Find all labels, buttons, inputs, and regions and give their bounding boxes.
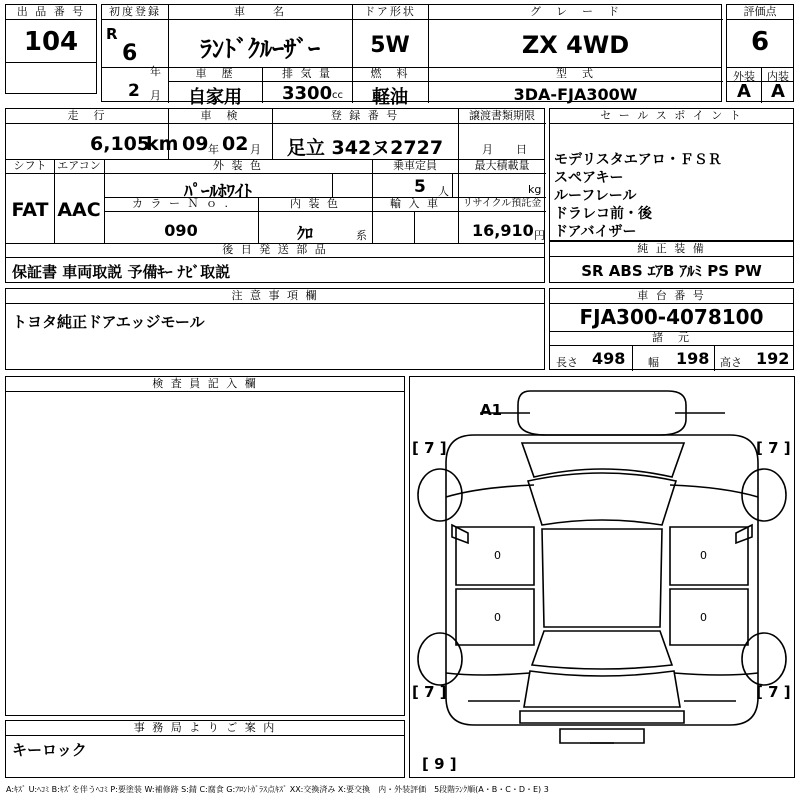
car-name: ﾗﾝﾄﾞｸﾙｰｻﾞｰ <box>200 35 320 63</box>
score-label: 評価点 <box>727 5 793 20</box>
interior-color-label: 内 装 色 <box>258 197 372 212</box>
chassis-label: 車 台 番 号 <box>550 289 793 304</box>
capacity-unit: 人 <box>438 185 449 198</box>
insp-month-unit: 月 <box>250 143 261 156</box>
equipment: SR ABS ｴｱB ｱﾙﾐ PS PW <box>581 262 762 280</box>
spare-tire: [ 9 ] <box>422 755 457 773</box>
zero-left-2: 0 <box>494 611 501 624</box>
history-label: 車 歴 <box>168 67 262 82</box>
recycle-label: リサイクル預託金 <box>458 197 546 212</box>
plate: 足立 342ヌ2727 <box>286 137 444 159</box>
color-label: 外 装 色 <box>104 159 372 174</box>
zero-left-1: 0 <box>494 549 501 562</box>
mileage-label: 走 行 <box>6 109 168 124</box>
sales-points-box <box>549 108 794 241</box>
int-label: 内装 <box>767 70 789 83</box>
length: 498 <box>592 349 626 368</box>
recycle-fee: 16,910 <box>472 221 534 240</box>
int-score: A <box>771 81 785 102</box>
office-text: キーロック <box>12 741 87 759</box>
mark-a1: A1 <box>480 401 503 419</box>
equipment-label: 純 正 装 備 <box>550 242 793 257</box>
lot-number: 104 <box>23 27 79 57</box>
zero-right-2: 0 <box>700 611 707 624</box>
sales-point-3: ルーフレール <box>554 188 637 204</box>
shift: FAT <box>11 199 49 221</box>
width-label: 幅 <box>648 356 659 369</box>
chassis-box <box>549 288 794 370</box>
fuel: 軽油 <box>372 87 408 108</box>
displacement: 3300 <box>282 83 333 104</box>
capacity: 5 <box>414 177 426 197</box>
inspector-box <box>5 376 405 716</box>
car-diagram-box <box>409 376 795 778</box>
history: 自家用 <box>188 87 242 108</box>
load-label: 最大積載量 <box>458 159 546 174</box>
damage-legend: A:ｷｽﾞ U:ﾍｺﾐ B:ｷｽﾞを伴うﾍｺﾐ P:要塗装 W:補修跡 S:錆 C:腐食 G:ﾌﾛﾝﾄｶﾞﾗｽ点ｷｽﾞ XX:交換済み X:要交換 内・外装評価 5段階ﾗﾝｸ順(A・B・C・D・E) 3 <box>6 785 549 794</box>
recycle-unit: 円 <box>534 229 545 242</box>
ext-label: 外装 <box>733 70 755 83</box>
fuel-label: 燃 料 <box>352 67 428 82</box>
load-unit: kg <box>528 183 542 196</box>
office-label: 事 務 局 よ り ご 案 内 <box>6 721 404 736</box>
width: 198 <box>676 349 710 368</box>
sales-point-1: モデリスタエアロ・ＦＳＲ <box>554 152 722 168</box>
grade-label: グ レ ー ド <box>428 5 723 20</box>
tire-front-left: [ 7 ] <box>412 439 447 457</box>
main-header-box <box>101 4 722 108</box>
sales-point-2: スペアキー <box>554 170 624 186</box>
later-parts-label: 後 日 発 送 部 品 <box>6 243 544 258</box>
displacement-unit: cc <box>332 90 343 101</box>
import-label: 輸 入 車 <box>372 197 458 212</box>
ac: AAC <box>57 199 101 221</box>
info-box <box>5 108 545 283</box>
tire-rear-right: [ 7 ] <box>756 683 791 701</box>
later-parts: 保証書 車両取説 予備ｷｰ ﾅﾋﾞ取説 <box>12 263 231 281</box>
car-name-label: 車 名 <box>168 5 352 20</box>
caution-label: 注 意 事 項 欄 <box>6 289 544 304</box>
inspector-label: 検 査 員 記 入 欄 <box>6 377 404 392</box>
mileage: 6,105 <box>90 133 151 155</box>
height-label: 高さ <box>720 356 742 369</box>
sales-point-4: ドラレコ前・後 <box>554 206 652 222</box>
equipment-box <box>549 241 794 283</box>
caution-box <box>5 288 545 370</box>
interior-color: ｸﾛ <box>296 224 313 243</box>
door-label: ドア形状 <box>352 5 428 20</box>
insp-year: 09 <box>182 133 209 155</box>
insp-month: 02 <box>222 133 249 155</box>
tire-rear-left: [ 7 ] <box>412 683 447 701</box>
ext-score: A <box>737 81 751 102</box>
specs-label: 諸 元 <box>550 331 793 346</box>
ac-label: エアコン <box>54 159 104 174</box>
model-label: 型 式 <box>428 67 723 82</box>
zero-right-1: 0 <box>700 549 707 562</box>
first-reg-label: 初度登録 <box>102 5 168 20</box>
shift-label: シフト <box>6 159 54 174</box>
color-no: 090 <box>164 221 198 240</box>
reg-month: 2 <box>128 81 140 101</box>
model: 3DA-FJA300W <box>513 85 638 104</box>
transfer-label: 譲渡書類期限 <box>458 109 546 124</box>
transfer-day-unit: 日 <box>516 143 527 156</box>
grade: ZX 4WD <box>521 31 630 59</box>
office-box <box>5 720 405 778</box>
inspection-label: 車 検 <box>168 109 272 124</box>
lot-number-label: 出 品 番 号 <box>6 5 96 20</box>
insp-year-unit: 年 <box>208 143 219 156</box>
year-unit: 年 <box>150 65 161 78</box>
door-type: 5W <box>370 33 410 58</box>
interior-unit: 系 <box>356 229 367 242</box>
mileage-unit: km <box>146 133 179 155</box>
color-no-label: カ ラ ー Ｎ ｏ . <box>104 197 258 212</box>
plate-label: 登 録 番 号 <box>272 109 458 124</box>
chassis-number: FJA300-4078100 <box>579 305 764 329</box>
sales-point-5: ドアバイザー <box>554 224 637 240</box>
transfer-month-unit: 月 <box>482 143 493 156</box>
sales-points-label: セ ー ル ス ポ イ ン ト <box>550 109 793 124</box>
score: 6 <box>750 27 770 57</box>
month-unit: 月 <box>150 89 161 102</box>
reg-year: 6 <box>122 41 138 66</box>
length-label: 長さ <box>556 356 578 369</box>
capacity-label: 乗車定員 <box>372 159 458 174</box>
displacement-label: 排 気 量 <box>262 67 352 82</box>
score-box <box>726 4 794 102</box>
tire-front-right: [ 7 ] <box>756 439 791 457</box>
caution-text: トヨタ純正ドアエッジモール <box>12 313 205 331</box>
height: 192 <box>756 349 790 368</box>
era: R <box>106 25 118 43</box>
exterior-color: ﾊﾟｰﾙﾎﾜｲﾄ <box>184 182 252 202</box>
lot-number-box <box>5 4 97 94</box>
car-outline-diagram <box>410 377 796 779</box>
